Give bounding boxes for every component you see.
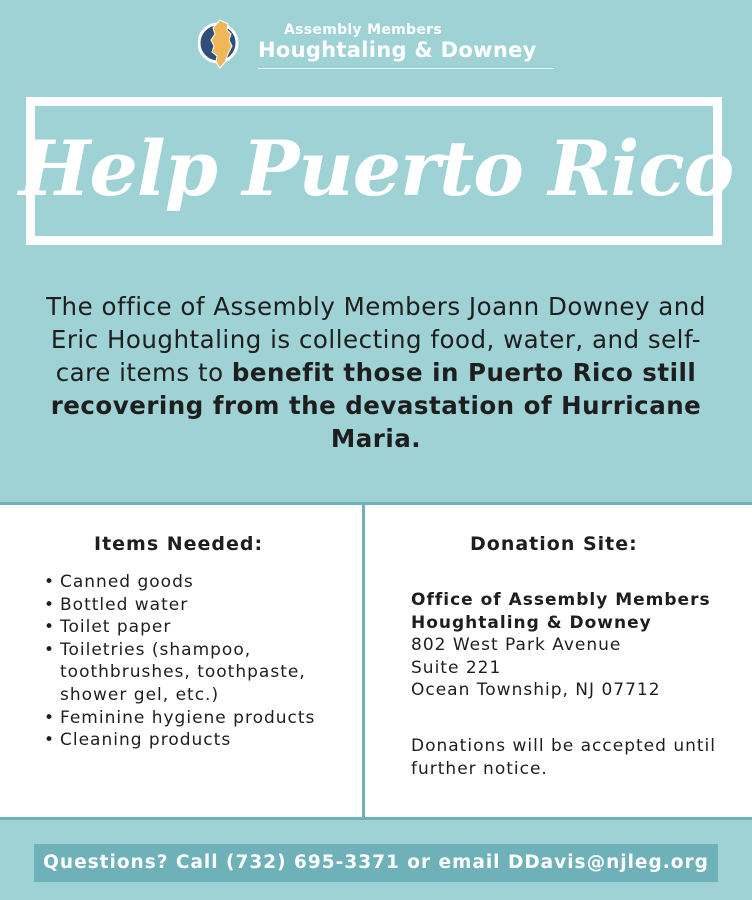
logo-line-2: Houghtaling & Downey: [258, 38, 537, 62]
intro-bold-text: benefit those in Puerto Rico still recovering from the devastation of Hurricane Maria.: [50, 358, 702, 453]
intro-paragraph: [40, 290, 712, 455]
intro-text: The office of Assembly Members Joann Downey and Eric Houghtaling is collecting food, water, and self-care items to: [46, 292, 706, 387]
logo-line-1: Assembly Members: [284, 22, 442, 38]
site-name-line-1: Office of Assembly Members: [411, 590, 711, 610]
address-line-2: Suite 221: [411, 657, 502, 678]
contact-footer: Questions? Call (732) 695-3371 or email DDavis@njleg.org: [34, 844, 718, 882]
list-item: • Toiletries (shampoo, toothbrushes, toothpaste, shower gel, etc.): [44, 639, 334, 707]
address-line-1: 802 West Park Avenue: [411, 635, 622, 656]
column-divider: [362, 505, 365, 817]
list-item: • Bottled water: [44, 594, 334, 617]
page-title: Help Puerto Rico: [18, 124, 734, 213]
details-section: [0, 502, 752, 820]
donation-note: Donations will be accepted until further notice.: [411, 736, 716, 779]
site-name-line-2: Houghtaling & Downey: [411, 612, 652, 633]
list-item: • Cleaning products: [44, 729, 334, 752]
items-needed-heading: Items Needed:: [94, 533, 264, 555]
address-line-3: Ocean Township, NJ 07712: [411, 680, 661, 701]
donation-site-address: [411, 589, 741, 702]
list-item: • Toilet paper: [44, 616, 334, 639]
list-item: • Feminine hygiene products: [44, 707, 334, 730]
donation-site-heading: Donation Site:: [470, 533, 638, 555]
items-needed-list: [44, 571, 334, 752]
list-item: • Canned goods: [44, 571, 334, 594]
